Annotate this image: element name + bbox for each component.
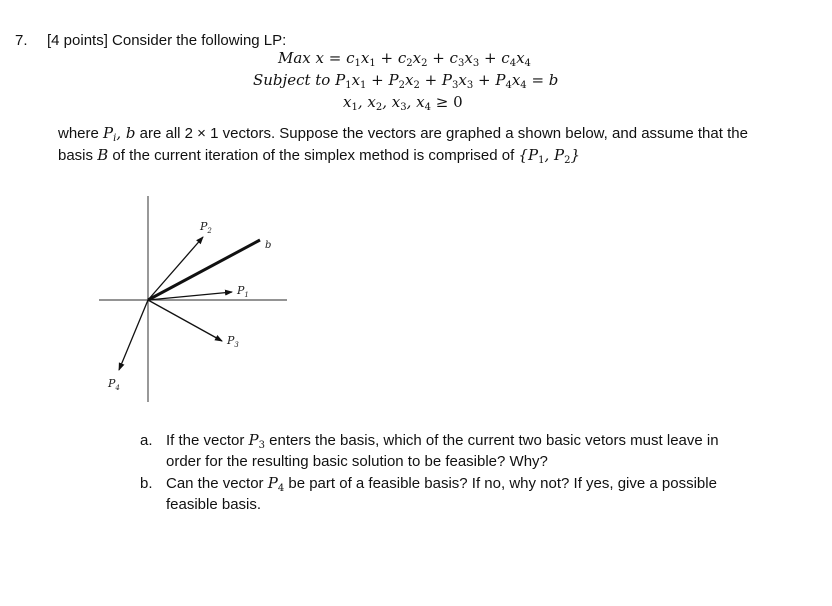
subquestion-b-label: b. — [140, 475, 153, 492]
question-header: [4 points] Consider the following LP: — [47, 32, 287, 49]
vector-p3 — [148, 300, 222, 341]
label-p2: $P_2$ — [200, 220, 212, 235]
vector-p2 — [148, 237, 203, 300]
subquestion-a-label: a. — [140, 432, 153, 449]
subquestion-b-line-2: feasible basis. — [166, 496, 262, 513]
description-line-1: where $P_i$, b are all 2 × 1 vectors. Suppose the vectors are graphed a shown below, and assume that the — [58, 124, 748, 144]
subquestion-b-line-1: Can the vector $P_4$ be part of a feasible basis? If no, why not? If yes, give a possible — [166, 474, 717, 494]
subquestion-a-line-2: order for the resulting basic solution to be feasible? Why? — [166, 453, 548, 470]
label-p4: $P_4$ — [108, 377, 120, 392]
lp-nonnegativity: $x_1$, $x_2$, $x_3$, $x_4 \ge 0$ — [343, 93, 463, 113]
label-p1: $P_1$ — [237, 284, 249, 299]
label-b: b — [265, 240, 272, 251]
question-number: 7. — [15, 32, 28, 49]
basis-set: {$P_1$, $P_2$} — [518, 146, 580, 166]
vector-diagram — [95, 190, 295, 405]
lp-objective: Max $x = c_1x_1 + c_2x_2 + c_3x_3 + c_4x_4$ — [278, 49, 531, 69]
label-p3: $P_3$ — [227, 334, 239, 349]
vector-p4 — [119, 300, 148, 370]
lp-constraint: Subject to $P_1x_1 + P_2x_2 + P_3x_3 + P_4x_4 = b$ — [253, 71, 559, 91]
description-line-2: basis B of the current iteration of the simplex method is comprised of {$P_1$, $P_2$} — [58, 146, 580, 166]
subquestion-a-line-1: If the vector $P_3$ enters the basis, which of the current two basic vetors must leave in — [166, 431, 719, 451]
